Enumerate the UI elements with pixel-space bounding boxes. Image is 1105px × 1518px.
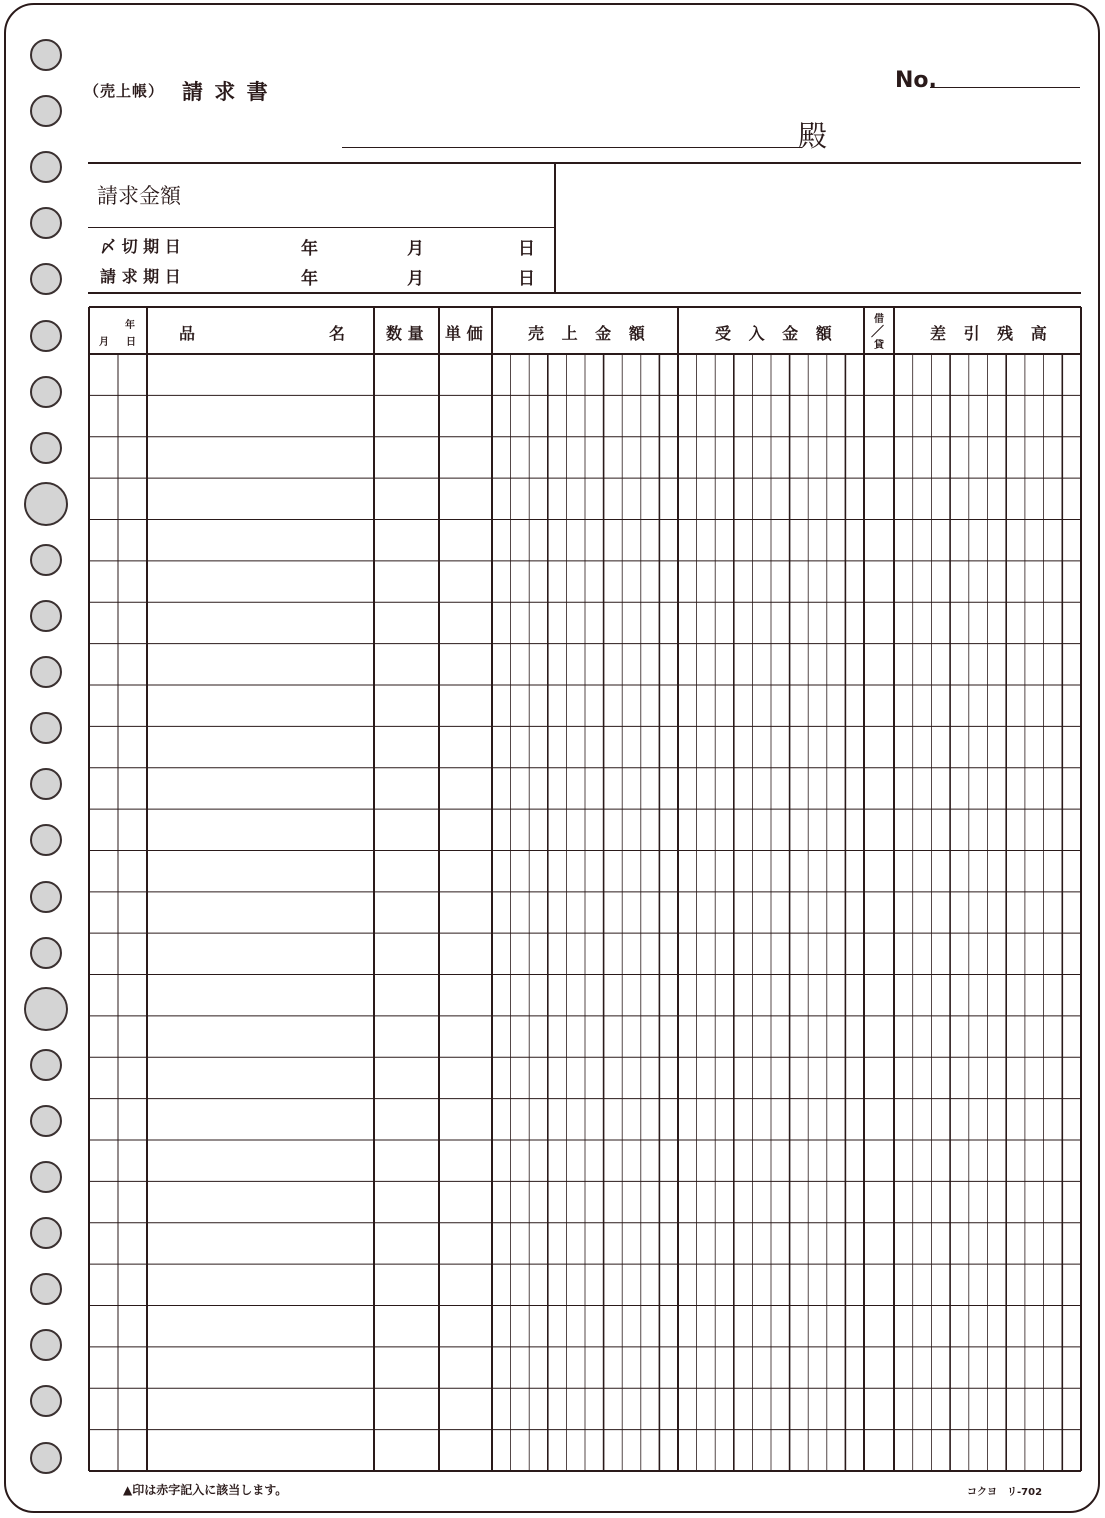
header-quantity: 数 量 [386,324,424,343]
header-balance: 差 引 残 高 [930,324,1053,343]
header-sales-amount: 売 上 金 額 [528,324,651,343]
header-year: 年 [125,320,135,331]
header-debit-credit-top: 借 [874,314,884,325]
close-date-label: 〆 切 期 日 [100,237,181,256]
billing-date-label: 請 求 期 日 [100,267,181,286]
maker-code: コクヨ リ-702 [967,1487,1043,1498]
header-item-part1: 品 [179,324,196,343]
billing-amount-label: 請求金額 [97,184,181,208]
number-label: No. [895,68,937,93]
close-date-year: 年 [301,239,318,259]
header-debit-credit-slash: ／ [871,325,885,340]
header-item-part2: 名 [329,324,346,343]
header-month: 月 [99,337,109,348]
billing-date-day: 日 [518,269,535,289]
honorific-label: 殿 [798,119,828,153]
page-title: 請 求 書 [182,80,270,104]
close-date-day: 日 [518,239,535,259]
header-day: 日 [126,337,136,348]
billing-date-year: 年 [301,269,318,289]
billing-date-month: 月 [407,269,424,289]
ledger-subtitle: （売上帳） [84,82,165,100]
header-unit-price: 単 価 [445,324,483,343]
footer-note: ▲印は赤字記入に該当します。 [123,1483,288,1497]
header-received-amount: 受 入 金 額 [715,324,838,343]
close-date-month: 月 [407,239,424,259]
header-debit-credit-bottom: 貸 [874,340,884,351]
